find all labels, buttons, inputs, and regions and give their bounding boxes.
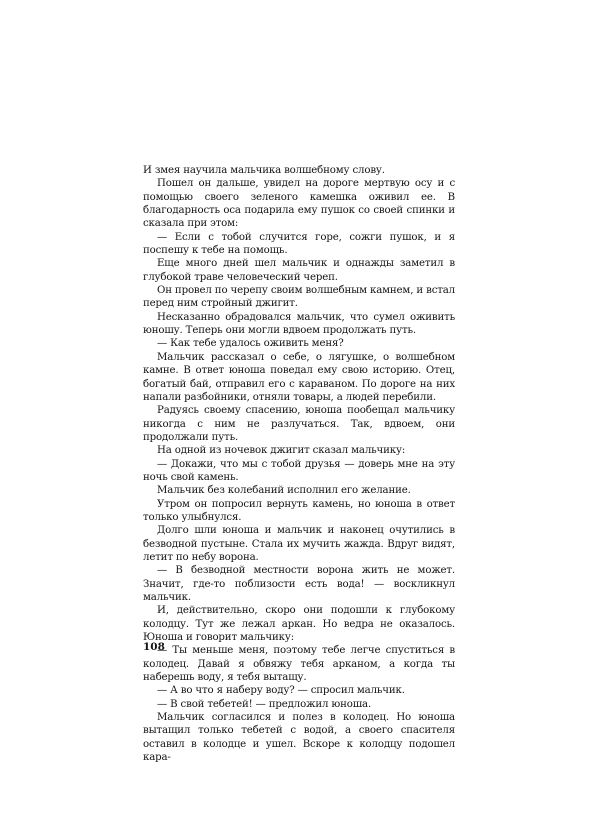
paragraph: — Как тебе удалось оживить меня? (157, 338, 344, 350)
story-text (143, 164, 455, 764)
paragraph: — В безводной местности ворона жить не может. Значит, где-то поблизости есть вода! — воскликнул мальчик. (143, 565, 455, 603)
paragraph: — В свой тебетей! — предложил юноша. (157, 698, 372, 710)
paragraph: Утром он попросил вернуть камень, но юноша в ответ только улыбнулся. (143, 498, 455, 523)
paragraph: Радуясь своему спасению, юноша пообещал мальчику никогда с ним не разлучаться. Так, вдвоем, они продолжали путь. (143, 405, 455, 443)
paragraph: На одной из ночевок джигит сказал мальчику: (157, 445, 406, 457)
paragraph: — Докажи, что мы с тобой друзья — доверь мне на эту ночь свой камень. (143, 458, 455, 483)
paragraph: Он провел по черепу своим волшебным камнем, и встал перед ним стройный джигит. (143, 285, 455, 310)
paragraph: И змея научила мальчика волшебному слову. (143, 165, 385, 176)
paragraph: И, действительно, скоро они подошли к глубокому колодцу. Тут же лежал аркан. Но ведра не оказалось. Юноша и говорит мальчику: (143, 605, 455, 644)
paragraph: Мальчик без колебаний исполнил его желание. (157, 485, 411, 497)
paragraph: Пошел он дальше, увидел на дороге мертвую осу и с помощью своего зеленого камешка оживил ее. В благодарность оса подарила ему пушок со своей спинки и сказала при этом: (143, 178, 455, 230)
paragraph: Мальчик рассказал о себе, о лягушке, о волшебном камне. В ответ юноша поведал ему свою историю. Отец, богатый бай, отправил его с караваном. По дороге на них напали разбойники, отняли товары, а людей перебили. (143, 351, 455, 403)
paragraph: — Если с тобой случится горе, сожги пушок, и я поспешу к тебе на помощь. (143, 231, 455, 257)
paragraph: Несказанно обрадовался мальчик, что сумел оживить юношу. Теперь они могли вдвоем продолжать путь. (143, 311, 455, 337)
paragraph: — А во что я наберу воду? — спросил мальчик. (157, 685, 405, 697)
paragraph: Долго шли юноша и мальчик и наконец очутились в безводной пустыне. Стала их мучить жажда. Вдруг видят, летит по небу ворона. (143, 525, 455, 563)
paragraph: Мальчик согласился и полез в колодец. Но юноша вытащил только тебетей с водой, а своего спасителя оставил в колодце и ушел. Вскоре к колодцу подошел кара- (143, 712, 455, 764)
paragraph: Еще много дней шел мальчик и однажды заметил в глубокой траве человеческий череп. (143, 258, 455, 283)
paragraph: — Ты меньше меня, поэтому тебе легче спуститься в колодец. Давай я обвяжу тебя арканом, а когда ты наберешь воду, я тебя вытащу. (143, 645, 455, 684)
page-number: 108 (143, 641, 165, 653)
